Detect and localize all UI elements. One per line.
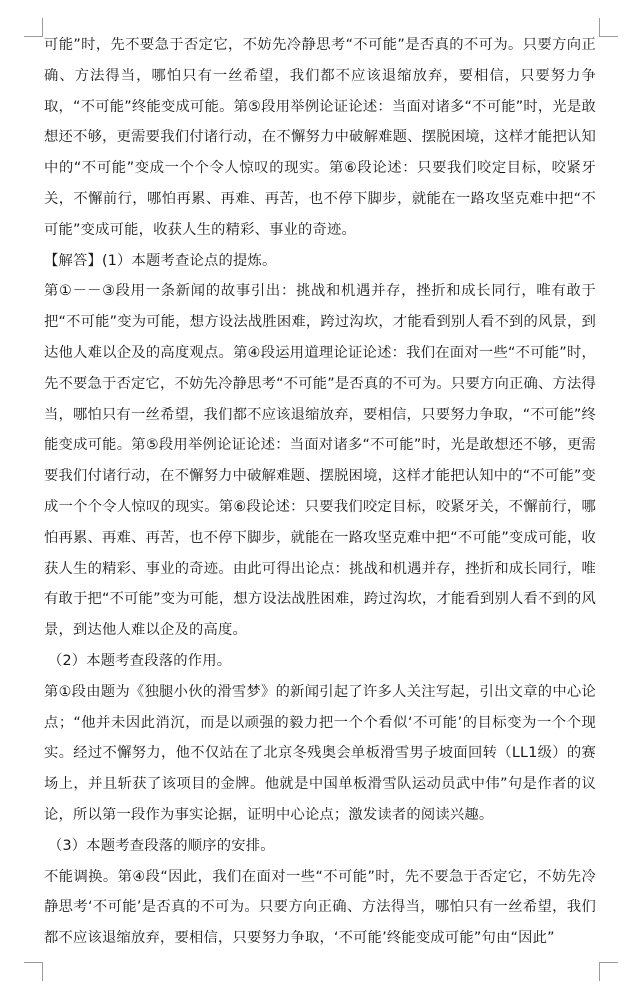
paragraph-answer-2: 第①段由题为《独腿小伙的滑雪梦》的新闻引起了许多人关注写起，引出文章的中心论点；“他并未因此消沉，而是以顽强的毅力把一个个看似‘不可能’的目标变为一个个现实。经过不懈努力，他不仅站在了北京冬残奥会单板滑雪男子坡面回转（LL1级）的赛场上，并且斩获了该项目的金牌。他就是中国单板滑雪队运动员武中伟”句是作者的议论，所以第一段作为事实论据，证明中心论点；激发读者的阅读兴趣。: [44, 683, 596, 823]
page-corner-mark-bottom-right: [599, 962, 618, 981]
paragraph-answer-1: 第①－－③段用一条新闻的故事引出：挑战和机遇并存，挫折和成长同行，唯有敢于把“不可能”变为可能，想方设法战胜困难，跨过沟坎，才能看到别人看不到的风景，到达他人难以企及的高度观点。第④段运用道理论证论述：我们在面对一些“不可能”时，先不要急于否定它，不妨先冷静思考“不可能”是否真的不可为。只要方向正确、方法得当，哪怕只有一丝希望，我们都不应该退缩放弃，要相信，只要努力争取，“不可能”终能变成可能。第⑤段用举例论证论述：当面对诸多“不可能”时，光是敢想还不够，更需要我们付诸行动，在不懈努力中破解难题、摆脱困境，这样才能把认知中的“不可能”变成一个个令人惊叹的现实。第⑥段论述：只要我们咬定目标，咬紧牙关，不懈前行，哪怕再累、再难、再苦，也不停下脚步，就能在一路攻坚克难中把“不可能”变成可能，收获人生的精彩、事业的奇迹。由此可得出论点：挑战和机遇并存，挫折和成长同行，唯有敢于把“不可能”变为可能，想方设法战胜困难，跨过沟坎，才能看到别人看不到的风景，到达他人难以企及的高度。: [44, 283, 596, 639]
page-corner-mark-top-right: [599, 18, 618, 37]
paragraph-question-2-heading: （2）本题考查段落的作用。: [48, 652, 232, 669]
paragraph-answer-3: 不能调换。第④段“因此，我们在面对一些“不可能”时，先不要急于否定它，不妨先冷静思考‘不可能’是否真的不可为。只要方向正确、方法得当，哪怕只有一丝希望，我们都不应该退缩放弃，要相信，只要努力争取，‘不可能’终能变成可能”句由“因此”: [44, 868, 596, 947]
paragraph-argument-summary: 可能”时，先不要急于否定它，不妨先冷静思考“不可能”是否真的不可为。只要方向正确、方法得当，哪怕只有一丝希望，我们都不应该退缩放弃，要相信，只要努力争取，“不可能”终能变成可能。第⑤段用举例论证论述：当面对诸多“不可能”时，光是敢想还不够，更需要我们付诸行动，在不懈努力中破解难题、摆脱困境，这样才能把认知中的“不可能”变成一个个令人惊叹的现实。第⑥段论述：只要我们咬定目标，咬紧牙关，不懈前行，哪怕再累、再难、再苦，也不停下脚步，就能在一路攻坚克难中把“不可能”变成可能，收获人生的精彩、事业的奇迹。: [44, 37, 596, 238]
paragraph-answer-heading: 【解答】(1）本题考查论点的提炼。: [44, 252, 277, 269]
page-corner-mark-top-left: [24, 18, 43, 37]
page-corner-mark-bottom-left: [24, 962, 43, 981]
document-body: [44, 30, 596, 954]
paragraph-question-3-heading: （3）本题考查段落的顺序的安排。: [48, 837, 275, 854]
